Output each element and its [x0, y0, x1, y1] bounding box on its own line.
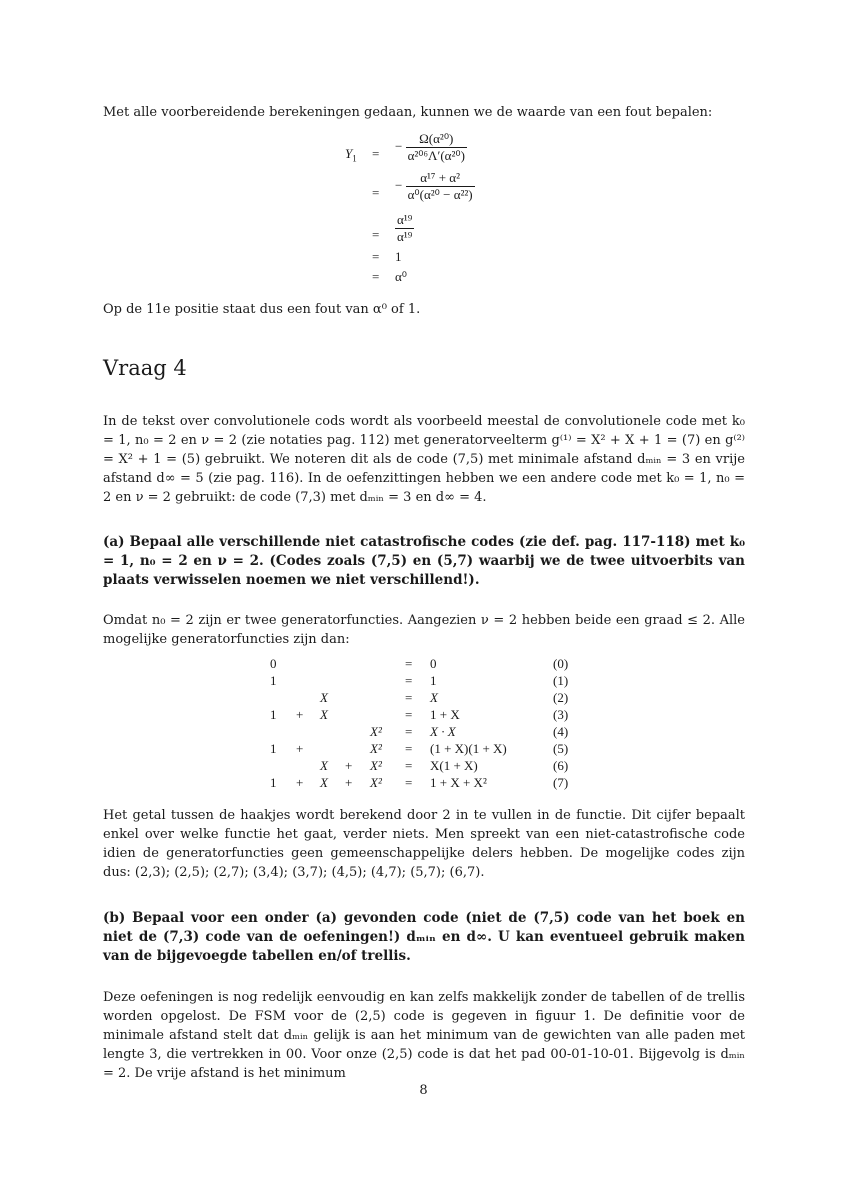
equation-rel-1: = — [372, 185, 380, 200]
conclusion-text: Op de 11e positie staat dus een fout van α⁰ of 1. — [103, 302, 421, 317]
table-row: 1 + X = 1 + X (3) — [270, 707, 569, 722]
equation-row-4: α⁰ — [395, 269, 408, 284]
table-row: X = X (2) — [320, 690, 569, 705]
paragraph-1: In de tekst over convolutionele cods wordt als voorbeeld meestal de convolutionele code met k₀ = 1, n₀ = 2 en ν = 2 (zie notaties pag. 112) met generatorveelterm g⁽¹⁾ = X² + X + 1 = (7) en g⁽²⁾ = X² + 1 = (5) gebruikt. We noteren dit als de code (7,5) met minimale afstand dₘᵢₙ = 3 en vrije afstand d∞ = 5 (zie pag. 116). In de oefenzittingen hebben we een andere code met k₀ = 1, n₀ = 2 en ν = 2 gebruikt: de code (7,3) met dₘᵢₙ = 3 en d∞ = 4. — [103, 414, 745, 505]
equation-rel-3: = — [372, 249, 380, 264]
table-row: 0 = 0 (0) — [270, 656, 569, 671]
paragraph-2: Het getal tussen de haakjes wordt berekend door 2 in te vullen in de functie. Dit cijfer bepaalt enkel over welke functie het gaat, verder niets. Men spreekt van een niet-catastrofische code idien de generatorfuncties geen gemeenschappelijke delers hebben. De mogelijke codes zijn dus: (2,3); (2,5); (2,7); (3,4); (3,7); (4,5); (4,7); (5,7); (6,7). — [103, 808, 745, 880]
equation-rel-2: = — [372, 227, 380, 242]
table-row: 1 = 1 (1) — [270, 673, 569, 688]
section-title: Vraag 4 — [103, 356, 187, 380]
table-row: 1 + X + X² = 1 + X + X² (7) — [270, 775, 569, 790]
equation-rel-0: = — [372, 146, 380, 161]
answer-a: Omdat n₀ = 2 zijn er twee generatorfuncties. Aangezien ν = 2 hebben beide een graad ≤ 2. Alle mogelijke generatorfuncties zijn dan: — [103, 613, 745, 647]
equation-rel-4: = — [372, 269, 380, 284]
equation-row-1: − $\frac{\text{α¹⁷ + α²}}{\text{α⁰(α²⁰ − α²²)}}$ — [395, 170, 473, 202]
page-number: 8 — [419, 1083, 428, 1098]
intro-text: Met alle voorbereidende berekeningen gedaan, kunnen we de waarde van een fout bepalen: — [103, 105, 713, 120]
equation-row-3: 1 — [395, 249, 402, 264]
equation-row-2: $\frac{\text{α¹⁹}}{\text{α¹⁹}}$ — [397, 212, 413, 244]
table-row: X + X² = X(1 + X) (6) — [320, 758, 569, 773]
question-a: (a) Bepaal alle verschillende niet catastrofische codes (zie def. pag. 117-118) met k₀ = 1, n₀ = 2 en ν = 2. (Codes zoals (7,5) en (5,7) waarbij we de twee uitvoerbits van plaats verwisselen noemen we niet verschillend!). — [103, 534, 745, 588]
answer-b: Deze oefeningen is nog redelijk eenvoudig en kan zelfs makkelijk zonder de tabellen of de trellis worden opgelost. De FSM voor de (2,5) code is gegeven in figuur 1. De definitie voor de minimale afstand stelt dat dₘᵢₙ gelijk is aan het minimum van de gewichten van alle paden met lengte 3, die vertrekken in 00. Voor onze (2,5) code is dat het pad 00-01-10-01. Bijgevolg is dₘᵢₙ = 2. De vrije afstand is het minimum — [103, 990, 745, 1081]
equation-row-0: − $\frac{\text{Ω(α²⁰)}}{\text{α²⁰⁶Λ′(α²⁰)}}$ — [395, 131, 465, 163]
table-row: X² = X · X (4) — [370, 724, 569, 739]
table-row: 1 + X² = (1 + X)(1 + X) (5) — [270, 741, 569, 756]
equation-lhs: $Y_1$ — [345, 146, 357, 164]
question-b: (b) Bepaal voor een onder (a) gevonden code (niet de (7,5) code van het boek en niet de (7,3) code van de oefeningen!) dₘᵢₙ en d∞. U kan eventueel gebruik maken van de bijgevoegde tabellen en/of trellis. — [103, 910, 745, 964]
